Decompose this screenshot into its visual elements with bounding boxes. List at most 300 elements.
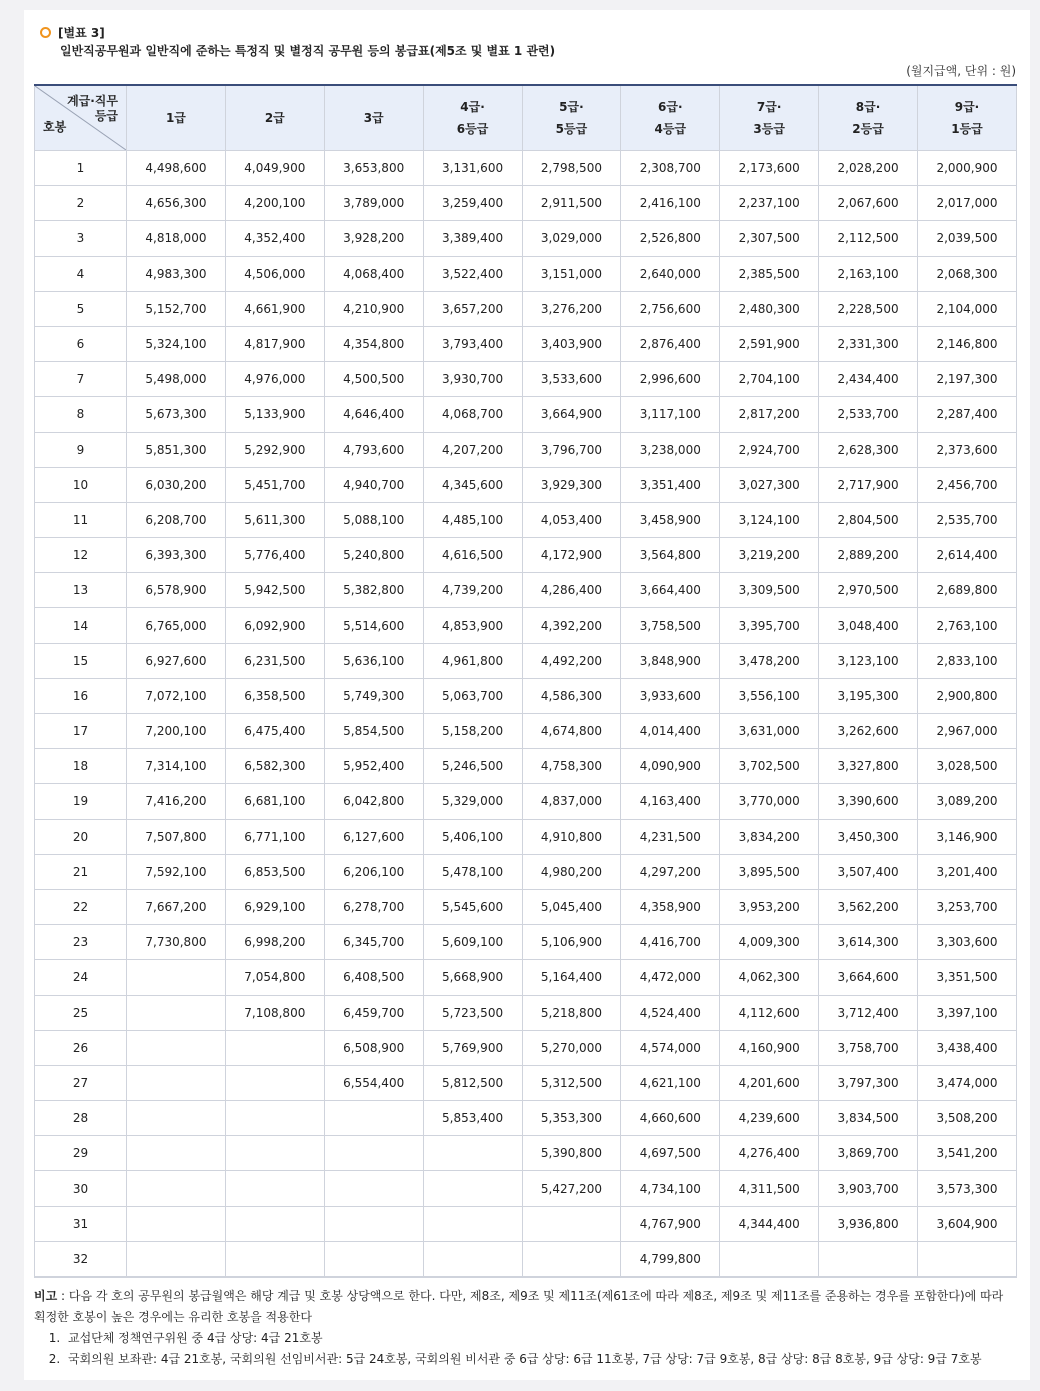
salary-cell: 4,311,500 <box>720 1171 819 1206</box>
salary-cell <box>720 1241 819 1276</box>
salary-cell: 4,983,300 <box>127 256 226 291</box>
salary-cell <box>127 1136 226 1171</box>
salary-cell: 4,062,300 <box>720 960 819 995</box>
salary-cell: 2,456,700 <box>918 467 1017 502</box>
salary-cell <box>324 1171 423 1206</box>
salary-cell: 3,953,200 <box>720 889 819 924</box>
salary-cell: 6,765,000 <box>127 608 226 643</box>
salary-cell: 3,562,200 <box>819 889 918 924</box>
salary-cell: 3,303,600 <box>918 925 1017 960</box>
table-row <box>35 151 1017 186</box>
salary-cell: 5,088,100 <box>324 502 423 537</box>
salary-cell <box>324 1136 423 1171</box>
salary-cell: 2,756,600 <box>621 291 720 326</box>
salary-cell: 3,664,900 <box>522 397 621 432</box>
salary-cell <box>225 1206 324 1241</box>
notes-item: 2. 국회의원 보좌관: 4급 21호봉, 국회의원 선임비서관: 5급 24호봉, 국회의원 비서관 중 6급 상당: 6급 11호봉, 7급 상당: 7급 9호봉, 8급 상당: 8급 8호봉, 9급 상당: 9급 7호봉 <box>64 1349 1018 1370</box>
salary-cell: 4,646,400 <box>324 397 423 432</box>
salary-cell: 2,163,100 <box>819 256 918 291</box>
salary-cell: 6,231,500 <box>225 643 324 678</box>
salary-cell: 3,895,500 <box>720 854 819 889</box>
table-row <box>35 854 1017 889</box>
salary-cell: 2,146,800 <box>918 326 1017 361</box>
salary-cell: 2,526,800 <box>621 221 720 256</box>
salary-cell: 4,697,500 <box>621 1136 720 1171</box>
corner-grade-line2: 등급 <box>94 109 118 123</box>
salary-cell: 5,952,400 <box>324 749 423 784</box>
salary-cell: 3,533,600 <box>522 362 621 397</box>
salary-cell: 3,131,600 <box>423 151 522 186</box>
grade-header-4 <box>423 85 522 151</box>
notes-list <box>34 1328 1018 1370</box>
salary-cell: 6,278,700 <box>324 889 423 924</box>
salary-cell <box>423 1136 522 1171</box>
step-cell: 9 <box>35 432 127 467</box>
salary-cell: 4,068,400 <box>324 256 423 291</box>
salary-cell: 6,092,900 <box>225 608 324 643</box>
salary-cell: 3,123,100 <box>819 643 918 678</box>
salary-cell: 4,961,800 <box>423 643 522 678</box>
table-row <box>35 1101 1017 1136</box>
salary-cell: 2,704,100 <box>720 362 819 397</box>
salary-cell: 2,798,500 <box>522 151 621 186</box>
step-cell: 18 <box>35 749 127 784</box>
salary-cell: 4,621,100 <box>621 1065 720 1100</box>
table-title-text: [별표 3] <box>58 26 105 40</box>
salary-cell: 4,817,900 <box>225 326 324 361</box>
salary-cell: 3,327,800 <box>819 749 918 784</box>
salary-cell: 3,564,800 <box>621 538 720 573</box>
salary-cell: 7,416,200 <box>127 784 226 819</box>
salary-cell: 3,390,600 <box>819 784 918 819</box>
step-cell: 31 <box>35 1206 127 1241</box>
salary-table <box>34 84 1017 1278</box>
grade-header-line2: 4등급 <box>654 122 687 136</box>
salary-cell: 4,068,700 <box>423 397 522 432</box>
salary-cell: 5,246,500 <box>423 749 522 784</box>
salary-cell: 4,358,900 <box>621 889 720 924</box>
salary-cell: 4,661,900 <box>225 291 324 326</box>
salary-cell: 3,508,200 <box>918 1101 1017 1136</box>
salary-cell: 2,237,100 <box>720 186 819 221</box>
salary-cell: 3,238,000 <box>621 432 720 467</box>
salary-cell: 3,395,700 <box>720 608 819 643</box>
salary-cell: 5,133,900 <box>225 397 324 432</box>
salary-cell: 5,312,500 <box>522 1065 621 1100</box>
grade-header-2 <box>225 85 324 151</box>
salary-cell: 3,903,700 <box>819 1171 918 1206</box>
step-cell: 17 <box>35 714 127 749</box>
circle-bullet-icon <box>40 27 51 38</box>
grade-header-line1: 5급· <box>559 100 584 114</box>
salary-cell: 4,163,400 <box>621 784 720 819</box>
salary-cell: 4,485,100 <box>423 502 522 537</box>
step-cell: 20 <box>35 819 127 854</box>
salary-cell: 5,776,400 <box>225 538 324 573</box>
table-row <box>35 889 1017 924</box>
salary-cell: 3,262,600 <box>819 714 918 749</box>
header-row <box>35 85 1017 151</box>
table-row <box>35 362 1017 397</box>
salary-cell: 5,270,000 <box>522 1030 621 1065</box>
salary-cell: 5,158,200 <box>423 714 522 749</box>
salary-cell: 7,054,800 <box>225 960 324 995</box>
salary-cell: 4,853,900 <box>423 608 522 643</box>
salary-cell: 6,206,100 <box>324 854 423 889</box>
salary-cell: 7,592,100 <box>127 854 226 889</box>
salary-cell: 5,749,300 <box>324 678 423 713</box>
salary-cell: 3,789,000 <box>324 186 423 221</box>
salary-cell: 4,524,400 <box>621 995 720 1030</box>
salary-cell: 5,478,100 <box>423 854 522 889</box>
salary-cell: 3,834,500 <box>819 1101 918 1136</box>
salary-cell: 4,276,400 <box>720 1136 819 1171</box>
salary-cell: 4,297,200 <box>621 854 720 889</box>
step-cell: 19 <box>35 784 127 819</box>
salary-cell: 3,048,400 <box>819 608 918 643</box>
salary-cell: 6,475,400 <box>225 714 324 749</box>
salary-cell: 3,573,300 <box>918 1171 1017 1206</box>
salary-cell <box>225 1241 324 1276</box>
salary-cell: 6,345,700 <box>324 925 423 960</box>
salary-cell: 2,112,500 <box>819 221 918 256</box>
salary-cell: 7,667,200 <box>127 889 226 924</box>
salary-cell: 6,771,100 <box>225 819 324 854</box>
step-cell: 24 <box>35 960 127 995</box>
salary-cell <box>225 1101 324 1136</box>
salary-cell: 5,329,000 <box>423 784 522 819</box>
salary-cell: 3,124,100 <box>720 502 819 537</box>
salary-cell: 7,108,800 <box>225 995 324 1030</box>
step-cell: 6 <box>35 326 127 361</box>
salary-cell: 5,106,900 <box>522 925 621 960</box>
salary-cell: 2,911,500 <box>522 186 621 221</box>
salary-cell: 4,739,200 <box>423 573 522 608</box>
step-cell: 11 <box>35 502 127 537</box>
salary-cell <box>225 1136 324 1171</box>
salary-cell: 3,450,300 <box>819 819 918 854</box>
salary-cell: 3,653,800 <box>324 151 423 186</box>
salary-cell: 6,127,600 <box>324 819 423 854</box>
salary-cell: 3,834,200 <box>720 819 819 854</box>
salary-cell: 4,207,200 <box>423 432 522 467</box>
salary-cell: 2,833,100 <box>918 643 1017 678</box>
step-cell: 13 <box>35 573 127 608</box>
salary-cell: 4,498,600 <box>127 151 226 186</box>
salary-cell: 4,352,400 <box>225 221 324 256</box>
step-cell: 4 <box>35 256 127 291</box>
salary-cell: 5,451,700 <box>225 467 324 502</box>
grade-header-line2: 2등급 <box>852 122 884 136</box>
salary-cell: 5,427,200 <box>522 1171 621 1206</box>
salary-cell: 5,611,300 <box>225 502 324 537</box>
salary-cell: 5,045,400 <box>522 889 621 924</box>
salary-cell: 3,664,400 <box>621 573 720 608</box>
unit-note: (월지급액, 단위 : 원) <box>906 64 1016 78</box>
step-cell: 26 <box>35 1030 127 1065</box>
table-title <box>40 24 105 42</box>
salary-cell: 6,578,900 <box>127 573 226 608</box>
notes-paragraph <box>34 1286 1018 1328</box>
salary-cell: 6,554,400 <box>324 1065 423 1100</box>
table-subtitle: 일반직공무원과 일반직에 준하는 특정직 및 별정직 공무원 등의 봉급표(제5조 및 별표 1 관련) <box>60 44 556 58</box>
salary-cell: 5,723,500 <box>423 995 522 1030</box>
salary-cell: 7,730,800 <box>127 925 226 960</box>
salary-cell: 4,980,200 <box>522 854 621 889</box>
salary-cell <box>423 1241 522 1276</box>
salary-cell <box>225 1171 324 1206</box>
salary-cell: 6,030,200 <box>127 467 226 502</box>
salary-cell: 3,556,100 <box>720 678 819 713</box>
salary-cell: 2,817,200 <box>720 397 819 432</box>
salary-cell: 6,508,900 <box>324 1030 423 1065</box>
table-row <box>35 1241 1017 1276</box>
table-row <box>35 221 1017 256</box>
salary-cell: 4,053,400 <box>522 502 621 537</box>
salary-cell: 6,393,300 <box>127 538 226 573</box>
salary-cell: 5,498,000 <box>127 362 226 397</box>
grade-header-line1: 6급· <box>658 100 683 114</box>
salary-cell: 3,351,500 <box>918 960 1017 995</box>
table-row <box>35 1030 1017 1065</box>
salary-cell: 3,793,400 <box>423 326 522 361</box>
salary-cell: 7,200,100 <box>127 714 226 749</box>
salary-cell <box>423 1171 522 1206</box>
salary-cell: 3,758,500 <box>621 608 720 643</box>
notes-text: : 다음 각 호의 공무원의 봉급월액은 해당 계급 및 호봉 상당액으로 한다. 다만, 제8조, 제9조 및 제11조(제61조에 따라 제8조, 제9조 및 제11조를 준용하는 경우를 포함한다)에 따라 획정한 호봉이 높은 경우에는 유리한 호봉을 적용한다 <box>34 1289 1004 1324</box>
grade-header-5 <box>522 85 621 151</box>
salary-cell: 5,609,100 <box>423 925 522 960</box>
salary-cell: 4,286,400 <box>522 573 621 608</box>
salary-cell <box>324 1101 423 1136</box>
salary-cell: 5,854,500 <box>324 714 423 749</box>
salary-cell <box>918 1241 1017 1276</box>
grade-header-6 <box>621 85 720 151</box>
salary-cell <box>127 1065 226 1100</box>
salary-cell: 3,146,900 <box>918 819 1017 854</box>
table-row <box>35 1171 1017 1206</box>
grade-header-line2: 5등급 <box>555 122 588 136</box>
salary-cell: 4,656,300 <box>127 186 226 221</box>
salary-cell: 3,928,200 <box>324 221 423 256</box>
salary-cell: 2,689,800 <box>918 573 1017 608</box>
salary-cell: 6,358,500 <box>225 678 324 713</box>
salary-cell: 2,287,400 <box>918 397 1017 432</box>
salary-cell: 4,506,000 <box>225 256 324 291</box>
table-row <box>35 186 1017 221</box>
salary-cell: 3,195,300 <box>819 678 918 713</box>
salary-cell: 2,889,200 <box>819 538 918 573</box>
salary-cell: 2,640,000 <box>621 256 720 291</box>
table-row <box>35 608 1017 643</box>
salary-cell: 2,591,900 <box>720 326 819 361</box>
salary-cell: 3,397,100 <box>918 995 1017 1030</box>
salary-cell: 4,239,600 <box>720 1101 819 1136</box>
table-row <box>35 995 1017 1030</box>
salary-cell: 4,354,800 <box>324 326 423 361</box>
step-cell: 25 <box>35 995 127 1030</box>
salary-cell: 4,818,000 <box>127 221 226 256</box>
salary-cell: 4,049,900 <box>225 151 324 186</box>
salary-cell: 4,472,000 <box>621 960 720 995</box>
salary-cell: 3,029,000 <box>522 221 621 256</box>
salary-cell: 4,345,600 <box>423 467 522 502</box>
salary-cell: 2,480,300 <box>720 291 819 326</box>
salary-cell: 2,017,000 <box>918 186 1017 221</box>
step-cell: 15 <box>35 643 127 678</box>
salary-cell: 2,970,500 <box>819 573 918 608</box>
salary-cell: 3,089,200 <box>918 784 1017 819</box>
salary-cell: 3,797,300 <box>819 1065 918 1100</box>
corner-step-label: 호봉 <box>43 120 67 134</box>
grade-header-line1: 2급 <box>264 111 285 125</box>
step-cell: 29 <box>35 1136 127 1171</box>
salary-cell: 2,416,100 <box>621 186 720 221</box>
notes-item: 1. 교섭단체 정책연구위원 중 4급 상당: 4급 21호봉 <box>64 1328 1018 1349</box>
salary-cell: 2,104,000 <box>918 291 1017 326</box>
salary-cell: 2,804,500 <box>819 502 918 537</box>
salary-cell: 6,929,100 <box>225 889 324 924</box>
notes-section <box>34 1286 1018 1370</box>
salary-cell: 3,276,200 <box>522 291 621 326</box>
salary-cell: 3,770,000 <box>720 784 819 819</box>
step-cell: 27 <box>35 1065 127 1100</box>
salary-cell: 2,535,700 <box>918 502 1017 537</box>
salary-cell: 3,657,200 <box>423 291 522 326</box>
salary-cell: 5,353,300 <box>522 1101 621 1136</box>
salary-cell: 3,664,600 <box>819 960 918 995</box>
salary-cell: 5,668,900 <box>423 960 522 995</box>
notes-label: 비고 <box>34 1289 58 1303</box>
corner-grade-label <box>67 94 118 124</box>
salary-cell: 4,014,400 <box>621 714 720 749</box>
salary-cell <box>324 1241 423 1276</box>
table-row <box>35 467 1017 502</box>
salary-cell: 3,351,400 <box>621 467 720 502</box>
salary-cell: 3,117,100 <box>621 397 720 432</box>
salary-cell: 3,541,200 <box>918 1136 1017 1171</box>
salary-cell <box>324 1206 423 1241</box>
salary-cell <box>522 1206 621 1241</box>
salary-cell: 3,631,000 <box>720 714 819 749</box>
salary-cell: 3,712,400 <box>819 995 918 1030</box>
salary-cell: 5,218,800 <box>522 995 621 1030</box>
salary-cell: 4,500,500 <box>324 362 423 397</box>
salary-cell: 2,067,600 <box>819 186 918 221</box>
salary-cell <box>522 1241 621 1276</box>
table-row <box>35 1065 1017 1100</box>
salary-cell: 4,160,900 <box>720 1030 819 1065</box>
table-row <box>35 643 1017 678</box>
table-row <box>35 784 1017 819</box>
salary-cell: 3,309,500 <box>720 573 819 608</box>
step-cell: 23 <box>35 925 127 960</box>
salary-cell <box>127 1030 226 1065</box>
salary-cell: 3,403,900 <box>522 326 621 361</box>
salary-cell: 4,392,200 <box>522 608 621 643</box>
step-cell: 7 <box>35 362 127 397</box>
salary-cell: 2,039,500 <box>918 221 1017 256</box>
salary-cell: 4,574,000 <box>621 1030 720 1065</box>
salary-cell: 2,173,600 <box>720 151 819 186</box>
salary-cell: 4,201,600 <box>720 1065 819 1100</box>
salary-cell: 2,876,400 <box>621 326 720 361</box>
salary-table-body <box>35 151 1017 1277</box>
salary-cell: 3,507,400 <box>819 854 918 889</box>
grade-header-line1: 8급· <box>855 100 881 114</box>
table-row <box>35 502 1017 537</box>
salary-cell: 3,151,000 <box>522 256 621 291</box>
table-row <box>35 925 1017 960</box>
salary-cell: 3,758,700 <box>819 1030 918 1065</box>
salary-cell: 5,292,900 <box>225 432 324 467</box>
salary-cell: 3,702,500 <box>720 749 819 784</box>
salary-cell: 4,231,500 <box>621 819 720 854</box>
salary-cell: 2,028,200 <box>819 151 918 186</box>
salary-cell: 6,853,500 <box>225 854 324 889</box>
salary-cell: 7,507,800 <box>127 819 226 854</box>
grade-header-7 <box>720 85 819 151</box>
salary-cell: 3,201,400 <box>918 854 1017 889</box>
salary-cell: 5,545,600 <box>423 889 522 924</box>
salary-cell: 3,522,400 <box>423 256 522 291</box>
step-cell: 16 <box>35 678 127 713</box>
salary-cell: 5,063,700 <box>423 678 522 713</box>
step-cell: 21 <box>35 854 127 889</box>
grade-header-1 <box>127 85 226 151</box>
table-row <box>35 256 1017 291</box>
salary-cell <box>225 1030 324 1065</box>
corner-header-cell <box>35 85 127 151</box>
step-cell: 1 <box>35 151 127 186</box>
salary-cell: 4,344,400 <box>720 1206 819 1241</box>
grade-header-line2: 6등급 <box>456 122 489 136</box>
salary-cell: 6,459,700 <box>324 995 423 1030</box>
salary-cell: 3,478,200 <box>720 643 819 678</box>
salary-cell: 5,324,100 <box>127 326 226 361</box>
grade-header-line1: 3급 <box>363 111 384 125</box>
salary-cell: 2,924,700 <box>720 432 819 467</box>
salary-cell: 5,406,100 <box>423 819 522 854</box>
step-cell: 30 <box>35 1171 127 1206</box>
salary-cell: 3,027,300 <box>720 467 819 502</box>
table-row <box>35 397 1017 432</box>
salary-cell <box>127 1206 226 1241</box>
salary-cell: 3,869,700 <box>819 1136 918 1171</box>
grade-header-line2: 1등급 <box>951 122 983 136</box>
salary-cell: 4,009,300 <box>720 925 819 960</box>
grade-header-9 <box>918 85 1017 151</box>
salary-cell: 2,900,800 <box>918 678 1017 713</box>
salary-cell: 6,208,700 <box>127 502 226 537</box>
corner-grade-line1: 계급·직무 <box>67 94 118 108</box>
salary-cell: 4,416,700 <box>621 925 720 960</box>
content-card <box>24 10 1030 1380</box>
grade-header-line1: 7급· <box>756 100 782 114</box>
salary-cell: 4,492,200 <box>522 643 621 678</box>
salary-cell: 3,796,700 <box>522 432 621 467</box>
step-cell: 5 <box>35 291 127 326</box>
step-cell: 22 <box>35 889 127 924</box>
salary-cell: 2,307,500 <box>720 221 819 256</box>
table-row <box>35 960 1017 995</box>
salary-cell: 2,717,900 <box>819 467 918 502</box>
salary-cell: 2,533,700 <box>819 397 918 432</box>
salary-cell: 4,940,700 <box>324 467 423 502</box>
table-row <box>35 538 1017 573</box>
table-row <box>35 819 1017 854</box>
salary-cell: 2,996,600 <box>621 362 720 397</box>
